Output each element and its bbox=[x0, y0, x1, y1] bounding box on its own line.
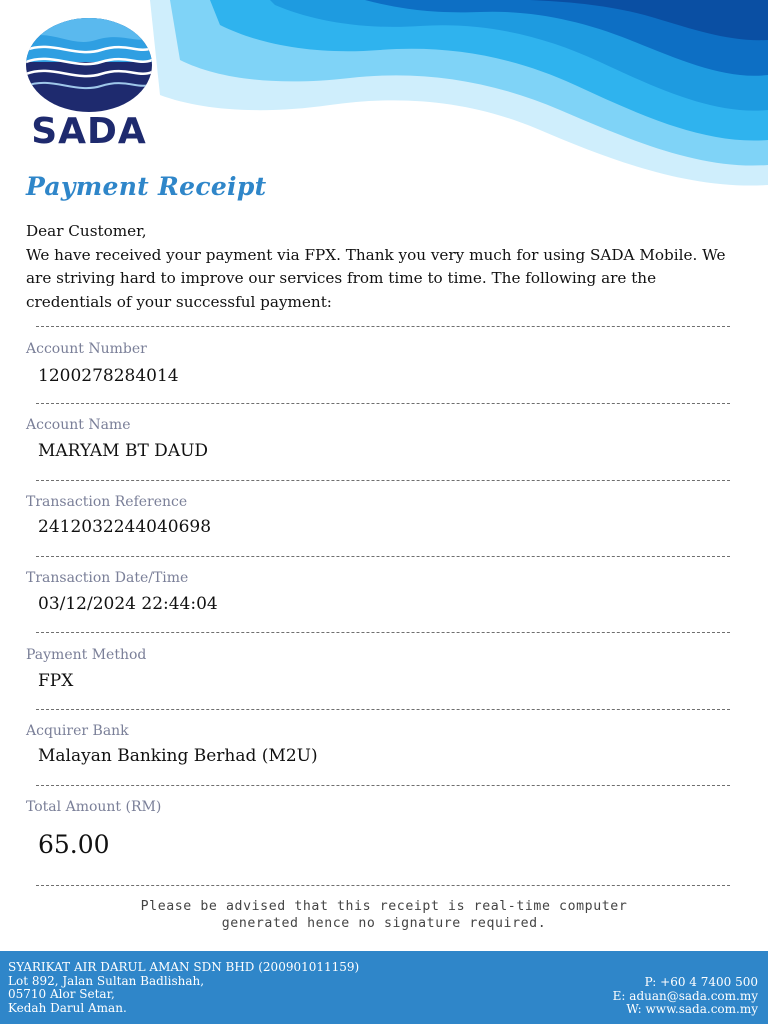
divider bbox=[36, 403, 730, 404]
account-name-value: MARYAM BT DAUD bbox=[38, 441, 209, 461]
account-name-label: Account Name bbox=[26, 417, 131, 433]
divider bbox=[36, 632, 730, 633]
transaction-reference-label: Transaction Reference bbox=[26, 494, 188, 510]
company-address bbox=[8, 961, 359, 1015]
payment-method-value: FPX bbox=[38, 671, 74, 691]
divider bbox=[36, 480, 730, 481]
intro-body-text: We have received your payment via FPX. Thank you very much for using SADA Mobile. We are striving hard to improve our services from time to time. The following are the credentials of your successful payment: bbox=[26, 245, 726, 311]
website-contact: W: www.sada.com.my bbox=[626, 1002, 758, 1017]
divider bbox=[36, 326, 730, 327]
total-amount-value: 65.00 bbox=[38, 830, 110, 859]
transaction-reference-value: 2412032244040698 bbox=[38, 517, 212, 537]
divider bbox=[36, 885, 730, 886]
sada-logo bbox=[24, 18, 154, 152]
phone-contact: P: +60 4 7400 500 bbox=[644, 975, 758, 989]
transaction-datetime-label: Transaction Date/Time bbox=[26, 570, 189, 586]
acquirer-bank-value: Malayan Banking Berhad (M2U) bbox=[38, 746, 318, 766]
intro-paragraph bbox=[26, 220, 746, 314]
email-contact: E: aduan@sada.com.my bbox=[612, 988, 758, 1003]
account-number-value: 1200278284014 bbox=[38, 366, 179, 386]
notice-line: generated hence no signature required. bbox=[221, 916, 547, 931]
acquirer-bank-label: Acquirer Bank bbox=[26, 723, 129, 739]
greeting-text: Dear Customer, bbox=[26, 222, 147, 240]
account-number-label: Account Number bbox=[26, 341, 147, 357]
logo-wordmark: SADA bbox=[31, 111, 147, 152]
notice-line: Please be advised that this receipt is real-time computer bbox=[140, 899, 628, 914]
payment-method-label: Payment Method bbox=[26, 647, 147, 663]
company-name: SYARIKAT AIR DARUL AMAN SDN BHD (200901011159) bbox=[8, 960, 360, 974]
system-generated-notice bbox=[0, 898, 768, 932]
divider bbox=[36, 785, 730, 786]
company-footer bbox=[0, 951, 768, 1024]
address-line: Lot 892, Jalan Sultan Badlishah, bbox=[8, 973, 205, 988]
divider bbox=[36, 709, 730, 710]
transaction-datetime-value: 03/12/2024 22:44:04 bbox=[38, 594, 218, 614]
company-contacts bbox=[613, 976, 758, 1017]
address-line: 05710 Alor Setar, bbox=[8, 987, 115, 1002]
logo-disc-icon bbox=[26, 18, 152, 112]
page-title: Payment Receipt bbox=[26, 172, 267, 201]
divider bbox=[36, 556, 730, 557]
address-line: Kedah Darul Aman. bbox=[8, 1000, 127, 1015]
total-amount-label: Total Amount (RM) bbox=[26, 799, 162, 815]
